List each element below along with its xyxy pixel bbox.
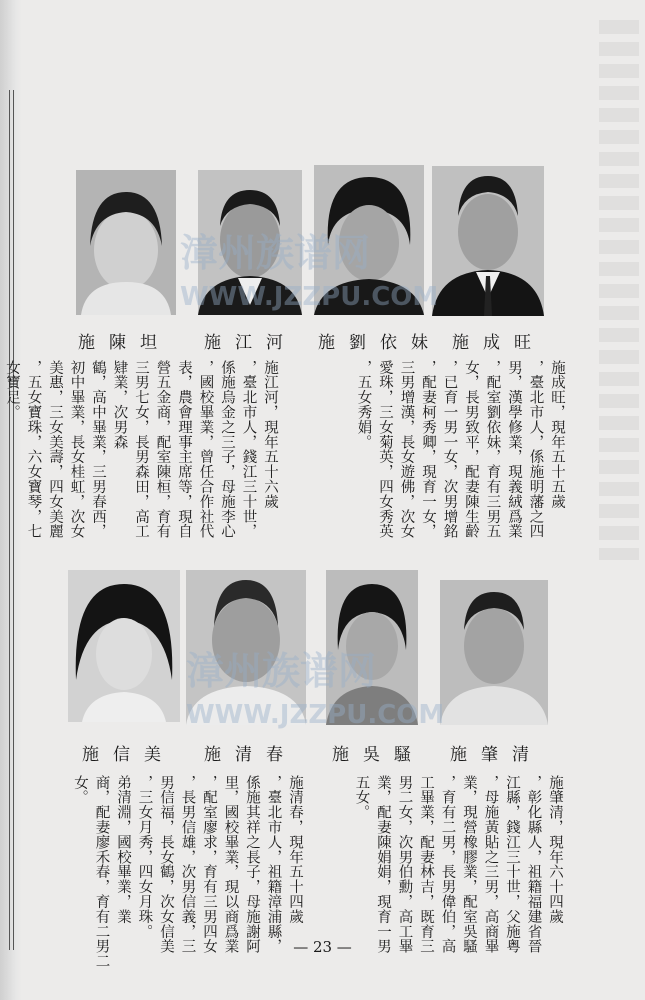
show-through-text <box>599 20 639 560</box>
page-number: — 23 — <box>293 938 352 956</box>
portrait-photo <box>432 166 544 316</box>
biography-text: 施成旺，現年五十五歲 ，臺北市人，係施明藩之四 男，漢學修業，現義絨爲業 ，配室劉依妹，育有三男五 女，長男致平，配妻陳生齡 ，已育一男一女，次男增銘 ，配妻柯秀卿，現育一女， 三男增漢，長女遊佛，次女 愛珠，三女菊英，四女秀英 ，五女秀娟。 <box>355 360 565 539</box>
person-name: 施清春 <box>204 745 297 765</box>
person-name: 施肇清 <box>450 745 543 765</box>
person-name: 施成旺 <box>452 333 545 353</box>
person-name: 施信美 <box>82 745 175 765</box>
watermark-brand: 漳州族谱网 <box>180 231 371 275</box>
portrait-photo <box>68 570 180 722</box>
person-name: 施江河 <box>204 333 297 353</box>
watermark-brand: 漳州族谱网 <box>186 649 377 693</box>
portrait-photo <box>440 580 548 725</box>
portrait-photo <box>76 170 176 315</box>
biography-text: 施江河，現年五十六歲 ，臺北市人，錢江三十世， 係施烏金之三子，母施李心 ，國校畢業，曾任合作社代 表，農會理事主席等，現自 營五金商，配室陳桓，育有 三男七女，長男森田，高工 肄業，次男森 鶴，高中畢業，三男春西， 初中畢業，長女桂虹，次女 美惠，三女美壽，四女美麗 ，五女寶珠，六女寶琴，七 女寶足。 <box>4 360 278 539</box>
watermark-url: WWW.JZZPU.COM <box>180 282 439 312</box>
person-name: 施吳騷 <box>332 745 425 765</box>
biography-text: 施清春，現年五十四歲 ，臺北市人，祖籍漳浦縣， 係施其祥之長子，母施謝阿 里，國校畢業，現以商爲業 ，配室廖求，育有三男四女 ，長男信雄，次男信義，三 男信福，長女鶴，次女信美 ，三女月秀，四女月珠。 弟清淵，國校畢業，業 商，配妻廖禾春，育有二男二 女。 <box>72 775 303 969</box>
person-name: 施劉依妹 <box>318 333 442 353</box>
watermark-url: WWW.JZZPU.COM <box>186 700 445 730</box>
biography-text: 施肇清，現年六十四歲 ，彰化縣人，祖籍福建省晉 江縣，錢江三十世，父施粤 ，母施黃貼之三男，高商畢 業，現營橡膠業，配室吳騷 ，育有二男，長男偉伯，高 工畢業，配妻林吉，既育三 男二女，次男伯勳，高工畢 業，配妻陳娟娟，現育一男 五女。 <box>353 775 563 954</box>
person-name: 施陳坦 <box>78 333 171 353</box>
